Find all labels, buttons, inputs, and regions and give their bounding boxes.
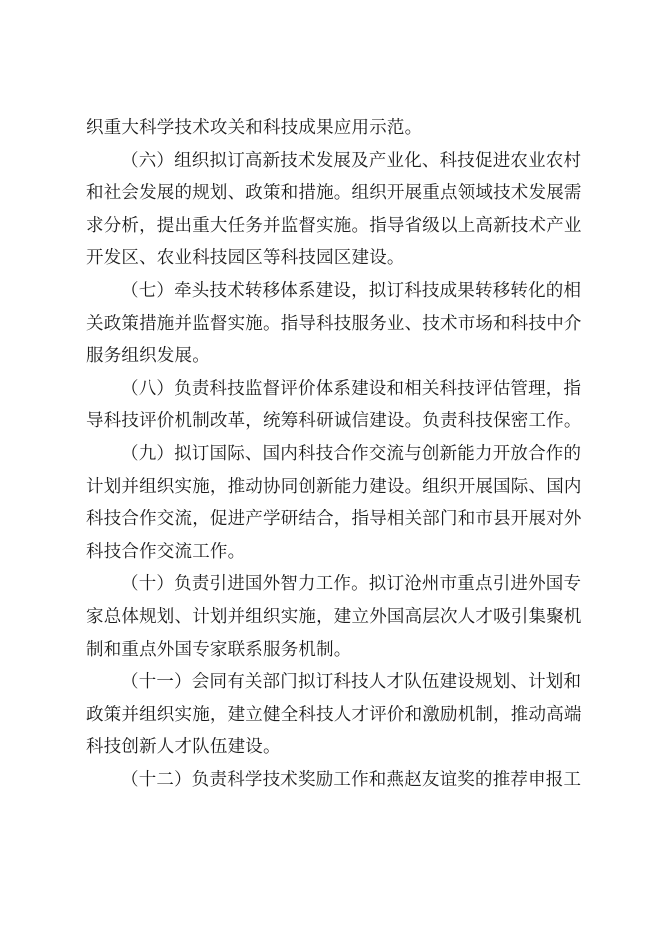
text-line: 科技合作交流，促进产学研结合，指导相关部门和市县开展对外 <box>86 509 582 530</box>
text-line: 家总体规划、计划并组织实施，建立外国高层次人才吸引集聚机 <box>86 606 582 627</box>
text-line: 科技创新人才队伍建设。 <box>86 737 281 758</box>
paragraph-item-7 <box>86 275 580 373</box>
text-line: 求分析，提出重大任务并监督实施。指导省级以上高新技术产业 <box>86 215 582 236</box>
text-line: （九）拟订国际、国内科技合作交流与创新能力开放合作的 <box>121 443 582 464</box>
text-line: （八）负责科技监督评价体系建设和相关科技评估管理，指 <box>121 378 582 399</box>
paragraph-item-9 <box>86 438 580 568</box>
text-line: 制和重点外国专家联系服务机制。 <box>86 639 352 660</box>
text-line: 科技合作交流工作。 <box>86 541 246 562</box>
text-line: 织重大科学技术攻关和科技成果应用示范。 <box>86 118 423 138</box>
text-line: 服务组织发展。 <box>86 346 210 367</box>
text-line: 导科技评价机制改革，统筹科研诚信建设。负责科技保密工作。 <box>86 411 582 432</box>
paragraph-item-10 <box>86 568 580 666</box>
text-line: 关政策措施并监督实施。指导科技服务业、技术市场和科技中介 <box>86 313 582 334</box>
text-line: （十一）会同有关部门拟订科技人才队伍建设规划、计划和 <box>121 672 582 693</box>
text-line: 和社会发展的规划、政策和措施。组织开展重点领域技术发展需 <box>86 183 582 204</box>
paragraph-item-8 <box>86 373 580 438</box>
text-line: （六）组织拟订高新技术发展及产业化、科技促进农业农村 <box>121 150 582 171</box>
paragraph-item-6 <box>86 145 580 275</box>
text-line: （十）负责引进国外智力工作。拟订沧州市重点引进外国专 <box>121 574 582 595</box>
paragraph-item-11 <box>86 666 580 764</box>
paragraph-continuation <box>86 112 580 145</box>
text-line: （十二）负责科学技术奖励工作和燕赵友谊奖的推荐申报工 <box>121 769 582 790</box>
document-body <box>86 112 580 796</box>
text-line: （七）牵头技术转移体系建设，拟订科技成果转移转化的相 <box>121 280 582 301</box>
text-line: 政策并组织实施，建立健全科技人才评价和激励机制，推动高端 <box>86 704 582 725</box>
paragraph-item-12 <box>86 764 580 797</box>
text-line: 计划并组织实施，推动协同创新能力建设。组织开展国际、国内 <box>86 476 582 497</box>
text-line: 开发区、农业科技园区等科技园区建设。 <box>86 248 405 269</box>
